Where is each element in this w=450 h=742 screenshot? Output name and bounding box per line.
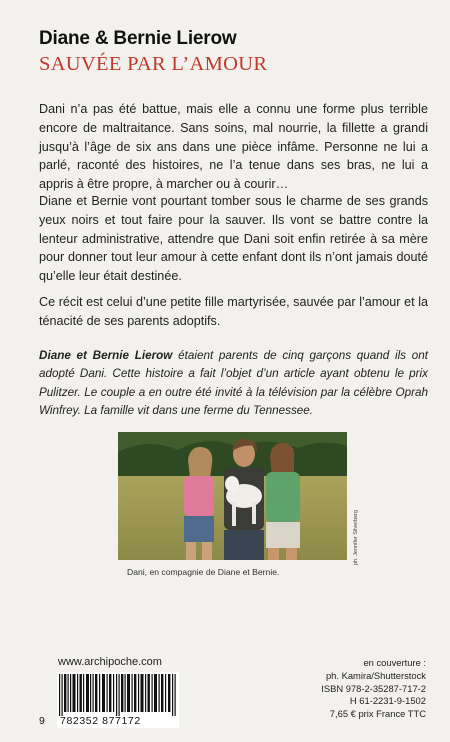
barcode-bars: [57, 672, 179, 716]
author-name: Diane & Bernie Lierow: [39, 28, 237, 49]
author-bio-names: Diane et Bernie Lierow: [39, 349, 173, 362]
summary-paragraph-3: Ce récit est celui d’une petite fille martyrisée, sauvée par l’amour et la ténacité de ses parents adoptifs.: [39, 295, 428, 328]
barcode-digits: 782352 877172: [60, 715, 141, 727]
family-photo: [118, 432, 347, 560]
photo-credit: ph. Jennifer Silverberg: [353, 509, 359, 565]
rights-line-code: H 61-2231-9-1502: [349, 695, 426, 707]
author-bio: [39, 347, 428, 421]
photo-caption: Dani, en compagnie de Diane et Bernie.: [127, 567, 280, 577]
rights-line-cover: en couverture :: [363, 657, 426, 668]
rights-line-isbn: ISBN 978-2-35287-717-2: [321, 682, 426, 694]
family-photo-illustration: [118, 432, 347, 560]
summary-paragraph-2: Diane et Bernie vont pourtant tomber sous le charme de ses grands yeux noirs et tout faire pour la sauver. Ils vont se battre contre la lenteur administrative, attendre que Dani soit enfin retirée à sa mère pour donner tout leur amour à cette enfant dont ils n’ont jamais douté qu’elle leur était destinée.: [39, 194, 428, 284]
rights-line-photo: ph. Kamira/Shutterstock: [325, 669, 426, 681]
publisher-website: www.archipoche.com: [58, 656, 162, 668]
rights-line-price: 7,65 € prix France TTC: [329, 708, 426, 720]
book-title: SAUVÉE PAR L’AMOUR: [39, 53, 268, 75]
cover-rights-block: [256, 657, 426, 721]
barcode-first-digit: 9: [39, 715, 45, 727]
author-bio-text: étaient parents de cinq garçons quand ils ont adopté Dani. Cette histoire a fait l’objet d’un article ayant obtenu le prix Pulitzer. Le couple a en outre été invité à la télévision par la célèbre Oprah Winfrey. La famille vit dans une ferme du Tennessee.: [39, 349, 428, 418]
summary-paragraph-1: Dani n’a pas été battue, mais elle a connu une forme plus terrible encore de maltraitance. Sans soins, mal nourrie, la fillette a grandi jusqu’à l’âge de six ans dans une pièce infâme. Personne ne lui a parlé, raconté des histoires, ne l’a tenue dans ses bras, ne lui a appris à être propre, à marcher ou à courir…: [39, 102, 428, 192]
